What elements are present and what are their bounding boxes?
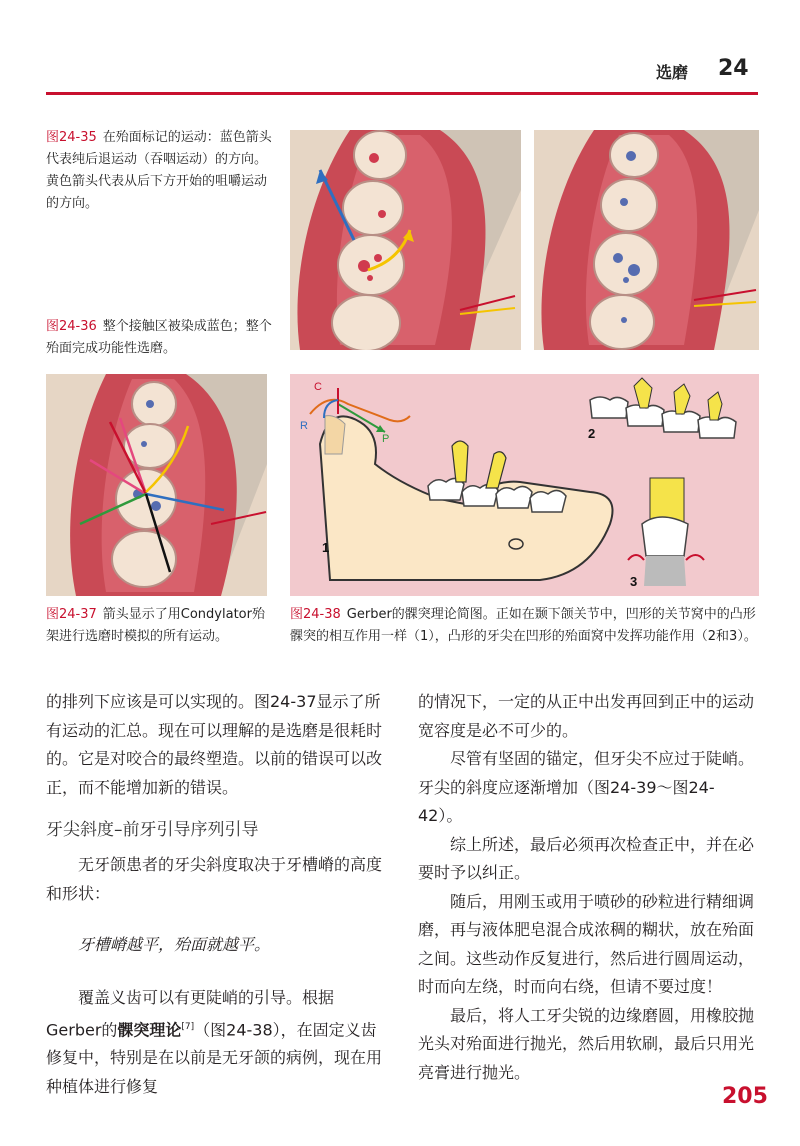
text-run: （图24-38），在固定义齿修复中，特别是在以前是无牙颌的病例，现在用种植体进行修复 [46, 1019, 383, 1096]
photo-fig-24-37 [46, 374, 267, 596]
section-subheading: 牙尖斜度–前牙引导序列引导 [46, 820, 259, 840]
diagram-label-c: C [314, 381, 322, 393]
paragraph: 随后，用刚玉或用于喷砂的砂粒进行精细调磨，再与液体肥皂混合成浓稠的糊状，放在殆面之间。这些动作反复进行，然后进行圆周运动，时而向左绕，时而向右绕，但请不要过度！ [418, 891, 755, 996]
header-rule [46, 92, 758, 95]
figure-label: 图24-38 [290, 607, 341, 622]
paragraph: 的排列下应该是可以实现的。图24-37显示了所有运动的汇总。现在可以理解的是选磨是很耗时的。它是对咬合的最终塑造。以前的错误可以改正，而不能增加新的错误。 [46, 692, 383, 797]
figure-caption-24-35 [46, 127, 276, 215]
caption-text: 箭头显示了用Condylator殆架进行选磨时模拟的所有运动。 [46, 607, 265, 644]
paragraph: 尽管有坚固的锚定，但牙尖不应过于陡峭。牙尖的斜度应逐渐增加（图24-39～图24-42）。 [418, 749, 755, 825]
photo-fig-24-36 [534, 130, 759, 350]
figure-label: 图24-35 [46, 130, 97, 145]
running-header-title: 选磨 [656, 63, 689, 82]
figure-label: 图24-36 [46, 319, 97, 334]
caption-text: 整个接触区被染成蓝色；整个殆面完成功能性选磨。 [46, 319, 272, 356]
figure-caption-24-37 [46, 604, 270, 648]
right-column [418, 688, 758, 1087]
paragraph: 综上所述，最后必须再次检查正中，并在必要时予以纠正。 [418, 834, 755, 882]
diagram-label-r: R [300, 420, 308, 432]
diagram-label-p: P [382, 433, 390, 445]
diagram-fig-24-38 [290, 374, 759, 596]
paragraph: 最后，将人工牙尖锐的边缘磨圆，用橡胶抛光头对殆面进行抛光，然后用软刷，最后只用光亮膏进行抛光。 [418, 1005, 755, 1082]
citation-ref: [7] [181, 1021, 195, 1032]
paragraph: 的情况下，一定的从正中出发再回到正中的运动宽容度是必不可少的。 [418, 692, 755, 740]
page-number: 205 [722, 1084, 768, 1109]
figure-caption-24-38 [290, 604, 758, 648]
diagram-label-2: 2 [588, 426, 596, 441]
caption-text: 在殆面标记的运动：蓝色箭头代表纯后退运动（吞咽运动）的方向。黄色箭头代表从后下方开始的咀嚼运动的方向。 [46, 130, 272, 211]
figure-label: 图24-37 [46, 607, 97, 622]
figure-caption-24-36 [46, 316, 276, 360]
left-column-para-1 [46, 688, 384, 802]
bold-term: 髁突理论 [117, 1019, 182, 1039]
paragraph [46, 984, 384, 1101]
text-run: 覆盖义齿可以有更陡峭的引导。根据Gerber的 [46, 988, 335, 1039]
left-column-para-2 [46, 851, 384, 908]
caption-text: Gerber的髁突理论简图。正如在颞下颌关节中，凹形的关节窝中的凸形髁突的相互作用一样（1），凸形的牙尖在凹形的殆面窝中发挥功能作用（2和3）。 [290, 607, 757, 644]
diagram-label-1: 1 [322, 540, 330, 555]
chapter-number: 24 [718, 56, 749, 81]
italic-quote: 牙槽嵴越平，殆面就越平。 [78, 935, 271, 954]
diagram-label-3: 3 [630, 574, 638, 589]
photo-fig-24-35 [290, 130, 521, 350]
paragraph: 无牙颌患者的牙尖斜度取决于牙槽嵴的高度和形状： [46, 855, 383, 903]
left-column-para-3 [46, 984, 384, 1101]
